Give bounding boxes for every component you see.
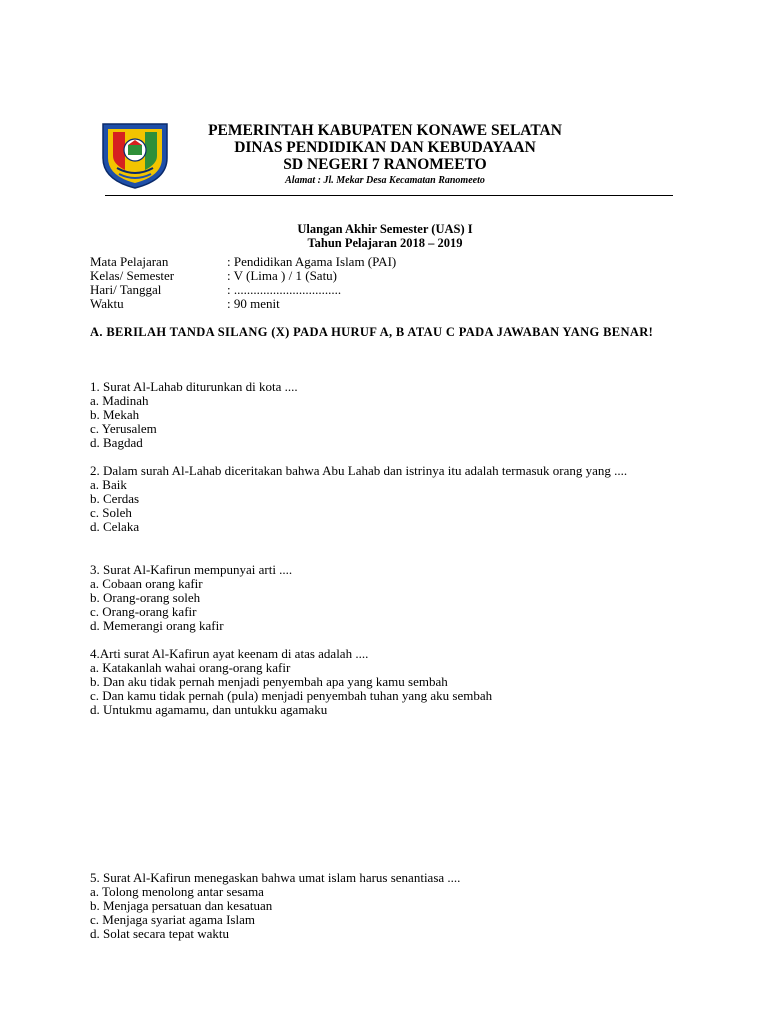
- info-label: Mata Pelajaran: [90, 254, 169, 269]
- department-title: DINAS PENDIDIKAN DAN KEBUDAYAAN: [234, 139, 536, 156]
- info-value: : 90 menit: [227, 296, 280, 311]
- question-stem: 3. Surat Al-Kafirun mempunyai arti ....: [90, 562, 293, 577]
- school-name: SD NEGERI 7 RANOMEETO: [283, 156, 487, 173]
- question-2: [90, 464, 690, 534]
- answer-option: a. Cobaan orang kafir: [90, 576, 203, 591]
- government-title: PEMERINTAH KABUPATEN KONAWE SELATAN: [208, 122, 562, 139]
- question-3: [90, 563, 690, 633]
- school-letterhead: [160, 122, 610, 188]
- answer-option: c. Orang-orang kafir: [90, 604, 197, 619]
- info-row-subject: [90, 255, 396, 269]
- answer-option: b. Orang-orang soleh: [90, 590, 201, 605]
- answer-option: d. Untukmu agamamu, dan untukku agamaku: [90, 702, 328, 717]
- info-label: Kelas/ Semester: [90, 268, 175, 283]
- info-value: : .................................: [227, 282, 342, 297]
- section-instruction: A. BERILAH TANDA SILANG (X) PADA HURUF A, B ATAU C PADA JAWABAN YANG BENAR!: [90, 325, 654, 339]
- answer-option: c. Menjaga syariat agama Islam: [90, 912, 255, 927]
- question-stem: 1. Surat Al-Lahab diturunkan di kota ....: [90, 379, 298, 394]
- exam-year: Tahun Pelajaran 2018 – 2019: [307, 236, 463, 250]
- answer-option: b. Dan aku tidak pernah menjadi penyembah apa yang kamu sembah: [90, 674, 448, 689]
- info-row-class: [90, 269, 396, 283]
- exam-title-block: [200, 222, 570, 250]
- answer-option: c. Soleh: [90, 505, 132, 520]
- question-4: [90, 647, 690, 717]
- school-address: Alamat : Jl. Mekar Desa Kecamatan Ranomeeto: [285, 175, 485, 186]
- answer-option: d. Solat secara tepat waktu: [90, 926, 229, 941]
- question-5: [90, 871, 690, 941]
- info-row-time: [90, 297, 396, 311]
- answer-option: b. Menjaga persatuan dan kesatuan: [90, 898, 273, 913]
- answer-option: a. Baik: [90, 477, 127, 492]
- answer-option: d. Memerangi orang kafir: [90, 618, 224, 633]
- answer-option: a. Madinah: [90, 393, 149, 408]
- answer-option: c. Yerusalem: [90, 421, 157, 436]
- answer-option: a. Tolong menolong antar sesama: [90, 884, 264, 899]
- answer-option: a. Katakanlah wahai orang-orang kafir: [90, 660, 291, 675]
- question-1: [90, 380, 690, 450]
- info-label: Hari/ Tanggal: [90, 282, 162, 297]
- question-stem: 4.Arti surat Al-Kafirun ayat keenam di atas adalah ....: [90, 646, 369, 661]
- info-value: : V (Lima ) / 1 (Satu): [227, 268, 338, 283]
- answer-option: b. Mekah: [90, 407, 140, 422]
- answer-option: d. Celaka: [90, 519, 140, 534]
- info-label: Waktu: [90, 296, 124, 311]
- answer-option: c. Dan kamu tidak pernah (pula) menjadi penyembah tuhan yang aku sembah: [90, 688, 493, 703]
- letterhead-divider: [105, 195, 673, 196]
- info-value: : Pendidikan Agama Islam (PAI): [227, 254, 397, 269]
- info-row-date: [90, 283, 396, 297]
- exam-info-table: [90, 255, 396, 311]
- answer-option: d. Bagdad: [90, 435, 143, 450]
- answer-option: b. Cerdas: [90, 491, 140, 506]
- exam-title: Ulangan Akhir Semester (UAS) I: [297, 222, 473, 236]
- question-stem: 2. Dalam surah Al-Lahab diceritakan bahwa Abu Lahab dan istrinya itu adalah termasuk orang yang ....: [90, 463, 628, 478]
- question-stem: 5. Surat Al-Kafirun menegaskan bahwa umat islam harus senantiasa ....: [90, 870, 461, 885]
